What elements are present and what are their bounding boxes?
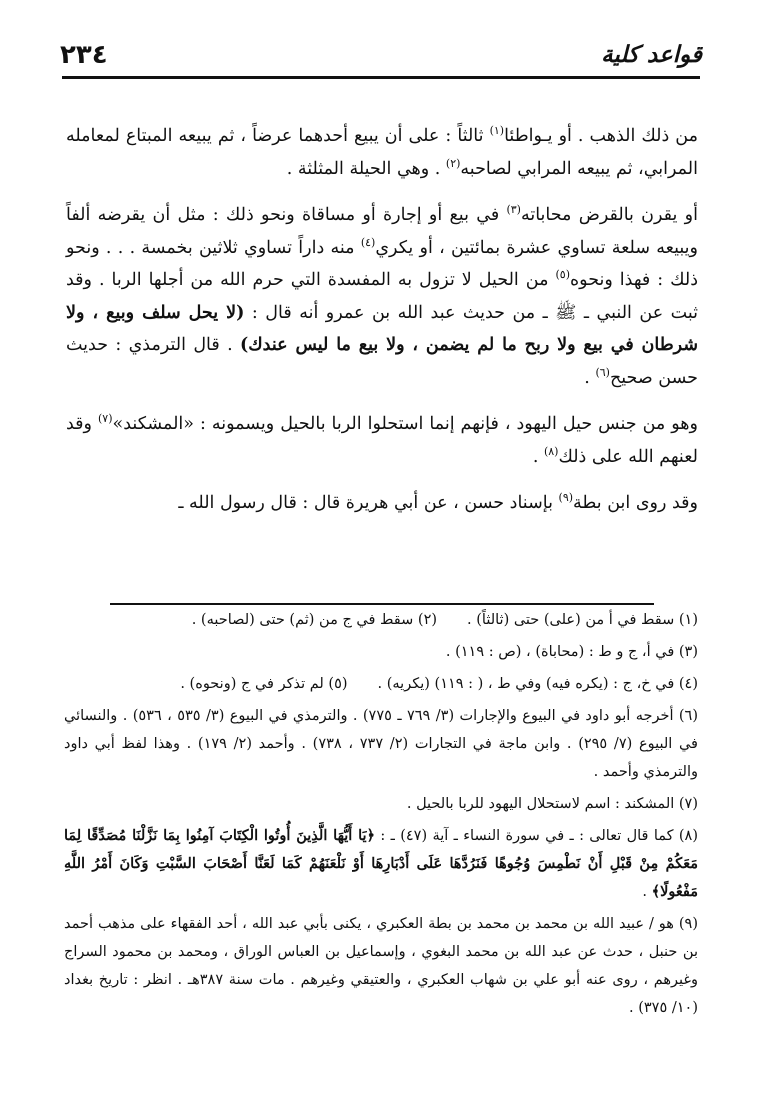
hadith-quote: (لا يحل سلف وبيع ، ولا شرطان في بيع ولا ربح ما لم يضمن ، ولا بيع ما ليس عندك) bbox=[66, 302, 698, 355]
text-span: بإسناد حسن ، عن أبي هريرة قال : قال رسول الله ـ bbox=[178, 493, 559, 513]
footnote-row bbox=[64, 606, 698, 634]
footnote-ref-9: (٩) bbox=[558, 491, 574, 505]
text-span: . قال الترمذي : حديث حسن صحيح bbox=[66, 335, 698, 388]
paragraph-1 bbox=[66, 120, 698, 185]
text-span: ثالثاً : على أن يبيع أحدهما عرضاً ، ثم يبيعه المبتاع لمعامله المرابي، ثم يبيعه المرابي لصاحبه bbox=[66, 126, 698, 179]
text-span: وهو من جنس حيل اليهود ، فإنهم إنما استحلوا الربا بالحيل ويسمونه : «المشكند» bbox=[112, 414, 698, 434]
header-rule bbox=[62, 76, 700, 79]
footnote-6: (٦) أخرجه أبو داود في البيوع والإجارات (٣/ ٧٦٩ ـ ٧٧٥) . والترمذي في البيوع (٣/ ٥٣٥ ، ٥٣٦) . والنسائي في البيوع (٧/ ٢٩٥) . وابن ماجة في التجارات (٢/ ٧٣٧ ، ٧٣٨) . وأحمد (٢/ ١٧٩) . وهذا لفظ أبي داود والترمذي وأحمد . bbox=[64, 708, 698, 780]
quran-verse: ﴿يَا أَيُّهَا الَّذِينَ أُوتُوا الْكِتَابَ آمِنُوا بِمَا نَزَّلْنَا مُصَدِّقًا لِمَا مَعَكُمْ مِنْ قَبْلِ أَنْ نَطْمِسَ وُجُوهًا فَنَرُدَّهَا عَلَى أَدْبَارِهَا أَوْ نَلْعَنَهُمْ كَمَا لَعَنَّا أَصْحَابَ السَّبْتِ وَكَانَ أَمْرُ اللَّهِ مَفْعُولًا﴾ bbox=[64, 827, 698, 900]
footnote-2: (٢) سقط في ج من (ثم) حتى (لصاحبه) . bbox=[191, 612, 438, 628]
footnote-ref-4: (٤) bbox=[360, 235, 376, 249]
footnote-ref-6: (٦) bbox=[595, 365, 610, 379]
footnote-9: (٩) هو / عبيد الله بن محمد بن محمد بن بطة العكبري ، يكنى بأبي عبد الله ، أحد الفقهاء على مذهب أحمد بن حنبل ، حدث عن عبد الله بن محمد البغوي ، وإسماعيل بن العباس الوراق ، ومحمد بن محمود السراج وغيرهم ، روى عنه أبو علي بن شهاب العكبري ، والعتيقي وغيرهم . مات سنة ٣٨٧هـ . انظر : تاريخ بغداد (١٠/ ٣٧٥) . bbox=[64, 916, 698, 1016]
footnote-ref-3: (٣) bbox=[506, 203, 521, 217]
footnote-5: (٥) لم تذكر في ج (ونحوه) . bbox=[180, 676, 348, 692]
footnote-8 bbox=[64, 822, 698, 906]
paragraph-4 bbox=[66, 487, 698, 520]
text-span: من الحيل لا تزول به المفسدة التي حرم الله من أجلها الربا . وقد ثبت عن النبي ـ ﷺ ـ من حديث عبد الله بن عمرو أنه قال : bbox=[66, 270, 698, 323]
text-span: . bbox=[642, 884, 652, 900]
footnote-ref-1: (١) bbox=[489, 124, 505, 138]
footnotes bbox=[64, 606, 698, 1026]
text-span: وقد روى ابن بطة bbox=[573, 493, 698, 513]
footnote-ref-5: (٥) bbox=[555, 268, 570, 282]
text-span: . bbox=[584, 367, 596, 388]
text-span: من ذلك الذهب . أو يـواطئا bbox=[504, 126, 698, 146]
footnote-3: (٣) في أ، ج و ط : (محاباة) ، (ص : ١١٩) . bbox=[445, 644, 698, 660]
footnote-ref-7: (٧) bbox=[98, 412, 113, 426]
text-span: . bbox=[532, 446, 544, 467]
footnote-4: (٤) في خ، ج : (يكره فيه) وفي ط ، ( : ١١٩) (يكريه) . bbox=[377, 676, 698, 692]
footnote-ref-2: (٢) bbox=[445, 156, 461, 170]
text-span: . وهي الحيلة المثلثة . bbox=[286, 158, 446, 179]
text-span: في بيع أو إجارة أو مساقاة ونحو ذلك : مثل أن يقرضه ألفاً ويبيعه سلعة تساوي عشرة بمائتين ، أو يكري bbox=[66, 205, 698, 258]
footnote-row bbox=[64, 670, 698, 698]
paragraph-2 bbox=[66, 199, 698, 394]
footnote-1: (١) سقط في أ من (على) حتى (ثالثاً) . bbox=[467, 612, 698, 628]
text-span: (٨) كما قال تعالى : ـ في سورة النساء ـ آية (٤٧) ـ : bbox=[375, 828, 698, 844]
main-text bbox=[66, 120, 698, 534]
header-title: قواعد كلية bbox=[601, 42, 702, 68]
paragraph-3 bbox=[66, 408, 698, 473]
footnote-7: (٧) المشكند : اسم لاستحلال اليهود للربا بالحيل . bbox=[406, 796, 698, 812]
footnote-separator bbox=[110, 603, 654, 605]
footnote-ref-8: (٨) bbox=[543, 444, 559, 458]
text-span: أو يقرن بالقرض محاباته bbox=[520, 205, 698, 225]
text-span: وقد لعنهم الله على ذلك bbox=[66, 414, 698, 467]
text-span: منه داراً تساوي ثلاثين بخمسة . . . ونحو ذلك : فهذا ونحوه bbox=[66, 237, 699, 290]
page-number: ٢٣٤ bbox=[60, 40, 108, 70]
